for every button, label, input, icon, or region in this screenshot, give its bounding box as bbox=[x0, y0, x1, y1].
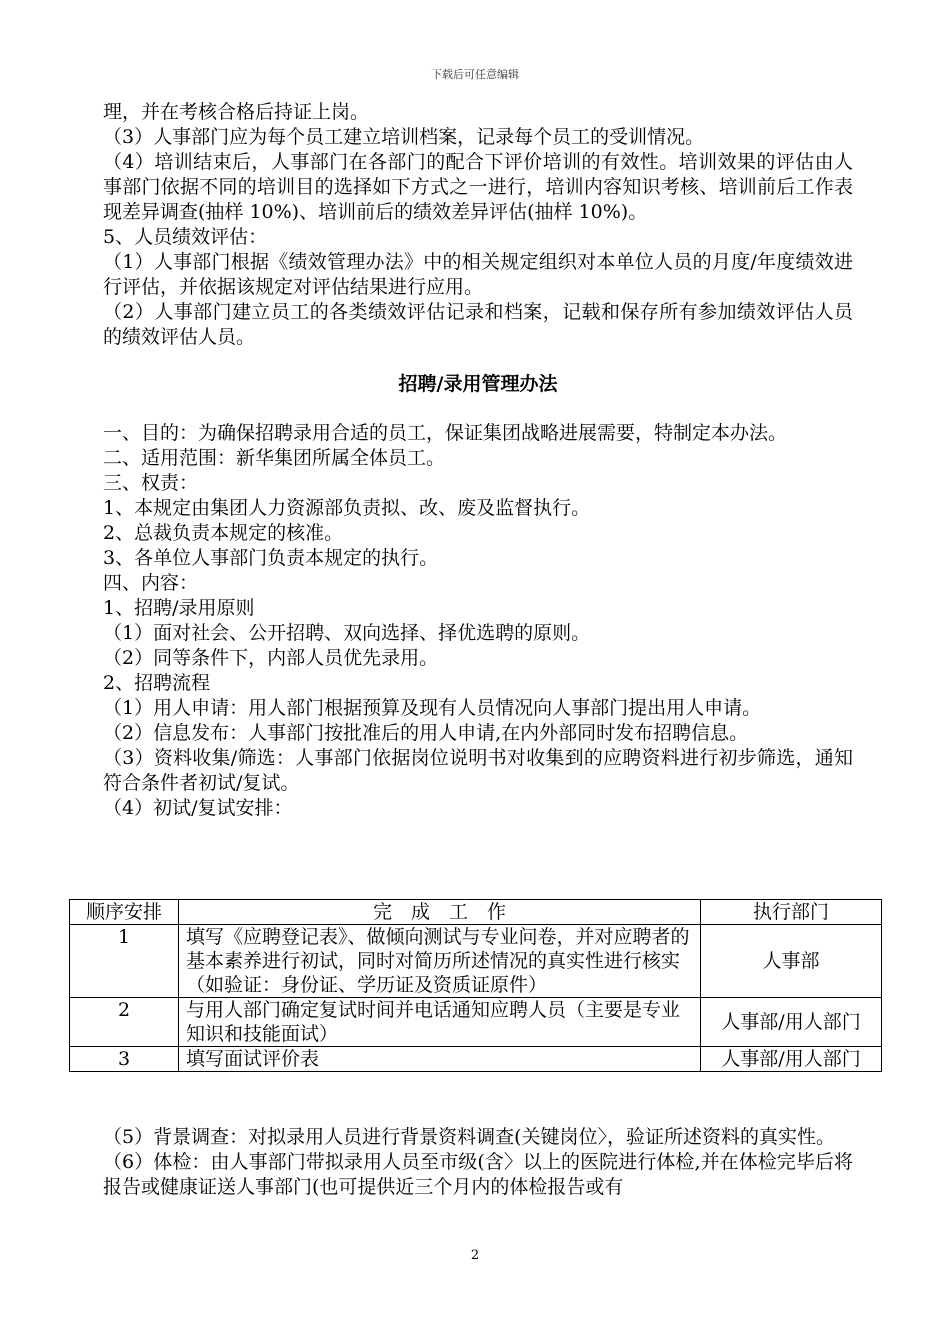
paragraph: 三、权责： bbox=[103, 472, 199, 494]
table-row bbox=[70, 1047, 882, 1072]
cell-department: 人事部 bbox=[701, 925, 882, 998]
page-number: 2 bbox=[470, 1248, 480, 1263]
table-row bbox=[70, 998, 882, 1047]
cell-department: 人事部/用人部门 bbox=[701, 1047, 882, 1072]
document-body-continued bbox=[103, 1125, 853, 1200]
paragraph: （2）人事部门建立员工的各类绩效评估记录和档案，记载和保存所有参加绩效评估人员的绩效评估人员。 bbox=[103, 301, 853, 348]
paragraph: 四、内容： bbox=[103, 572, 199, 594]
cell-department: 人事部/用人部门 bbox=[701, 998, 882, 1047]
section-title: 招聘/录用管理办法 bbox=[398, 373, 558, 395]
cell-order: 2 bbox=[70, 998, 179, 1047]
paragraph: （1）面对社会、公开招聘、双向选择、择优选聘的原则。 bbox=[103, 622, 591, 644]
paragraph: （2）信息发布：人事部门按批准后的用人申请,在内外部同时发布招聘信息。 bbox=[103, 722, 749, 744]
paragraph: 3、各单位人事部门负责本规定的执行。 bbox=[103, 547, 439, 569]
paragraph: （3）人事部门应为每个员工建立培训档案，记录每个员工的受训情况。 bbox=[103, 126, 705, 148]
paragraph: （6）体检：由人事部门带拟录用人员至市级(含〉以上的医院进行体检,并在体检完毕后将报告或健康证送人事部门(也可提供近三个月内的体检报告或有 bbox=[103, 1151, 853, 1198]
paragraph: 二、适用范围：新华集团所属全体员工。 bbox=[103, 447, 446, 469]
document-body bbox=[103, 100, 853, 821]
table-row bbox=[70, 925, 882, 998]
cell-order: 1 bbox=[70, 925, 179, 998]
page-header: 下载后可任意编辑 bbox=[431, 68, 519, 81]
paragraph: 5、人员绩效评估： bbox=[103, 226, 268, 248]
paragraph: 理，并在考核合格后持证上岗。 bbox=[103, 101, 370, 123]
paragraph: （1）人事部门根据《绩效管理办法》中的相关规定组织对本单位人员的月度/年度绩效进行评估，并依据该规定对评估结果进行应用。 bbox=[103, 251, 853, 298]
paragraph: 一、目的：为确保招聘录用合适的员工，保证集团战略进展需要，特制定本办法。 bbox=[103, 422, 788, 444]
paragraph: （2）同等条件下，内部人员优先录用。 bbox=[103, 647, 439, 669]
column-header-work: 完 成 工 作 bbox=[179, 900, 701, 925]
interview-schedule-table bbox=[69, 899, 882, 1072]
column-header-department: 执行部门 bbox=[701, 900, 882, 925]
cell-work: 与用人部门确定复试时间并电话通知应聘人员（主要是专业知识和技能面试） bbox=[179, 998, 701, 1047]
column-header-order: 顺序安排 bbox=[70, 900, 179, 925]
paragraph: 1、招聘/录用原则 bbox=[103, 597, 255, 619]
table-header-row bbox=[70, 900, 882, 925]
cell-work: 填写《应聘登记表》、做倾向测试与专业问卷，并对应聘者的基本素养进行初试，同时对简历所述情况的真实性进行核实（如验证：身份证、学历证及资质证原件） bbox=[179, 925, 701, 998]
cell-order: 3 bbox=[70, 1047, 179, 1072]
paragraph: （1）用人申请：用人部门根据预算及现有人员情况向人事部门提出用人申请。 bbox=[103, 697, 762, 719]
paragraph: 2、招聘流程 bbox=[103, 672, 211, 694]
paragraph: （5）背景调查：对拟录用人员进行背景资料调查(关键岗位〉，验证所述资料的真实性。 bbox=[103, 1126, 836, 1148]
paragraph: 2、总裁负责本规定的核准。 bbox=[103, 522, 344, 544]
paragraph: 1、本规定由集团人力资源部负责拟、改、废及监督执行。 bbox=[103, 497, 591, 519]
paragraph: （4）初试/复试安排： bbox=[103, 797, 293, 819]
paragraph: （4）培训结束后，人事部门在各部门的配合下评价培训的有效性。培训效果的评估由人事部门依据不同的培训目的选择如下方式之一进行，培训内容知识考核、培训前后工作表现差异调查(抽样 10%)、培训前后的绩效差异评估(抽样 10%)。 bbox=[103, 151, 853, 223]
paragraph: （3）资料收集/筛选：人事部门依据岗位说明书对收集到的应聘资料进行初步筛选，通知符合条件者初试/复试。 bbox=[103, 747, 853, 794]
cell-work: 填写面试评价表 bbox=[179, 1047, 701, 1072]
